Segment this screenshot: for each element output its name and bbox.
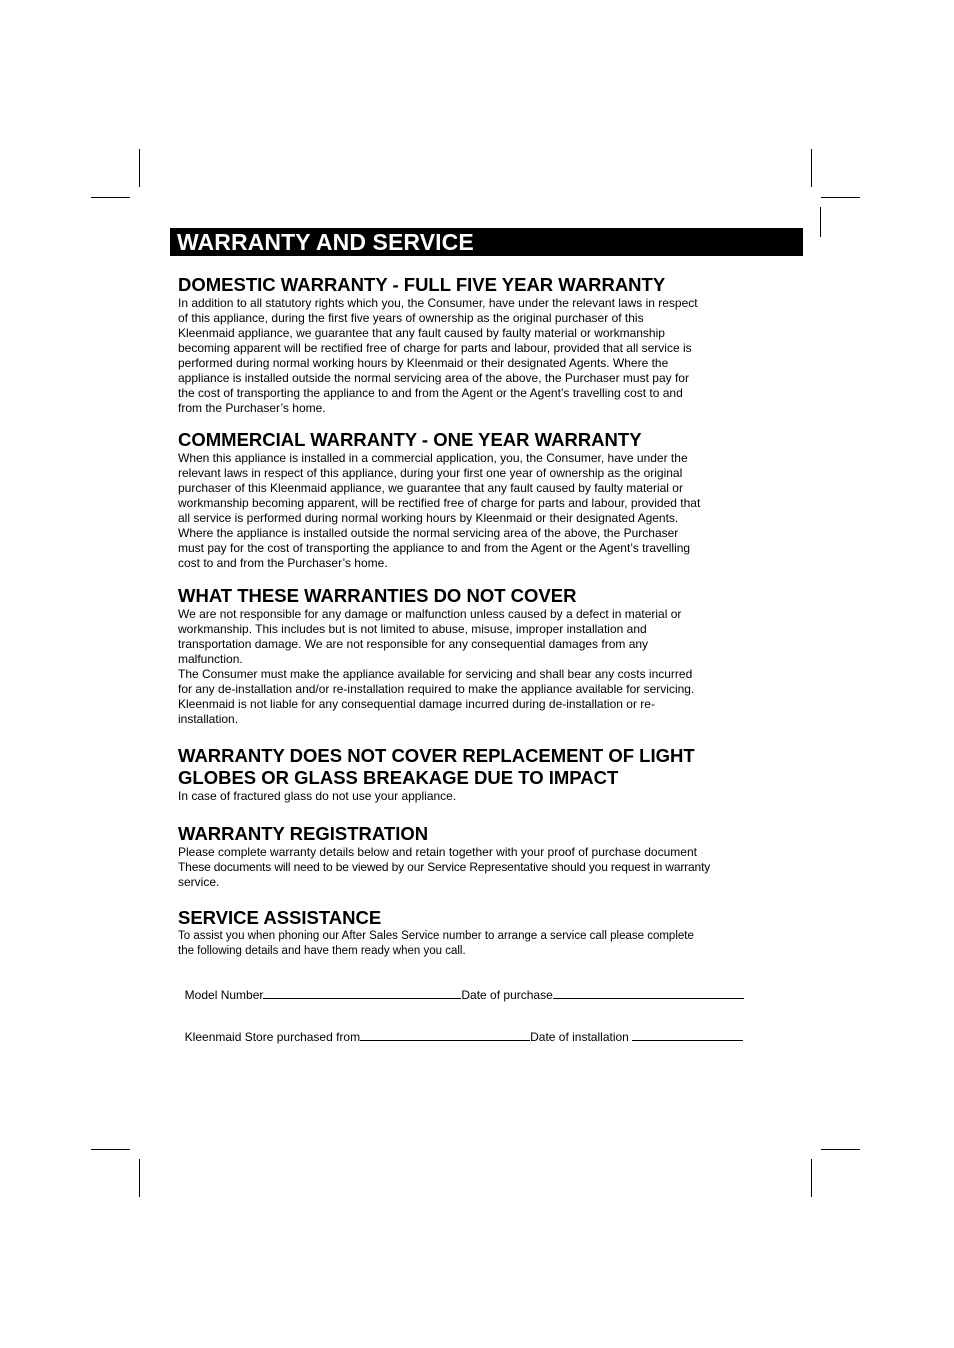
domestic-warranty-section (178, 274, 698, 416)
store-label: Kleenmaid Store purchased from (184, 1030, 361, 1044)
commercial-warranty-section (178, 429, 700, 571)
purchase-date-label: Date of purchase (461, 988, 553, 1002)
service-assistance-section (178, 907, 694, 959)
form-row-store (178, 1014, 743, 1045)
store-field[interactable] (360, 1029, 530, 1041)
model-number-label: Model Number (184, 988, 264, 1002)
section-heading: COMMERCIAL WARRANTY - ONE YEAR WARRANTY (178, 429, 642, 450)
section-heading: WARRANTY DOES NOT COVER REPLACEMENT OF LIGHT GLOBES OR GLASS BREAKAGE DUE TO IMPACT (178, 745, 695, 788)
section-body: In case of fractured glass do not use your appliance. (178, 789, 457, 803)
crop-mark-top-left-vertical (139, 149, 140, 187)
section-body: In addition to all statutory rights which you, the Consumer, have under the relevant laws in respect of this appliance, during the first five years of ownership as the original purchaser of this Kleenmaid appliance, we guarantee that any fault caused by faulty material or workmanship becoming apparent will be rectified free of charge for parts and labour, provided that all service is performed during normal working hours by Kleenmaid or their designated Agents. Where the appliance is installed outside the normal servicing area of the above, the Purchaser must pay for the cost of transporting the appliance to and from the Agent or the Agent’s travelling cost to and from the Purchaser’s home. (178, 296, 698, 415)
crop-mark-bottom-right-vertical (811, 1159, 812, 1197)
crop-mark-bottom-right-horizontal (821, 1149, 860, 1150)
crop-mark-top-left-horizontal (91, 197, 130, 198)
crop-mark-bottom-left-horizontal (91, 1149, 130, 1150)
not-covered-section (178, 585, 694, 727)
section-heading: SERVICE ASSISTANCE (178, 907, 382, 928)
section-heading: DOMESTIC WARRANTY - FULL FIVE YEAR WARRANTY (178, 274, 666, 295)
purchase-date-field[interactable] (553, 987, 744, 999)
section-heading: WHAT THESE WARRANTIES DO NOT COVER (178, 585, 577, 606)
section-body: To assist you when phoning our After Sales Service number to arrange a service call please complete the following details and have them ready when you call. (178, 930, 694, 957)
crop-mark-right-edge (820, 207, 821, 237)
page-title-bar (170, 228, 803, 256)
section-body: When this appliance is installed in a commercial application, you, the Consumer, have under the relevant laws in respect of this appliance, during your first one year of ownership as the original purchaser of this Kleenmaid appliance, we guarantee that any fault caused by faulty material or workmanship becoming apparent, will be rectified free of charge for parts and labour, provided that all service is performed during normal working hours by Kleenmaid or their designated Agents. Where the appliance is installed outside the normal servicing area of the above, the Purchaser must pay for the cost of transporting the appliance to and from the Agent or the Agent’s travelling cost to and from the Purchaser’s home. (178, 451, 701, 570)
installation-date-field[interactable] (632, 1029, 743, 1041)
section-body: We are not responsible for any damage or malfunction unless caused by a defect in material or workmanship. This includes but is not limited to abuse, misuse, improper installation and transportation damage. We are not responsible for any consequential damages from any malfunction. The Consumer must make the appliance available for servicing and shall bear any costs incurred for any de-installation and/or re-installation required to make the appliance available for servicing. Kleenmaid is not liable for any consequential damage incurred during de-installation or re- installation. (178, 607, 695, 726)
section-heading: WARRANTY REGISTRATION (178, 823, 429, 844)
crop-mark-top-right-horizontal (821, 197, 860, 198)
warranty-registration-section (178, 823, 710, 890)
page-title: WARRANTY AND SERVICE (177, 229, 474, 255)
installation-date-label: Date of installation (530, 1030, 629, 1044)
crop-mark-top-right-vertical (811, 149, 812, 187)
glass-breakage-section (178, 745, 695, 804)
crop-mark-bottom-left-vertical (139, 1159, 140, 1197)
form-row-model (178, 972, 744, 1003)
model-number-field[interactable] (263, 987, 461, 999)
section-body: Please complete warranty details below and retain together with your proof of purchase document These documents will need to be viewed by our Service Representative should you request in warranty service. (178, 845, 711, 889)
